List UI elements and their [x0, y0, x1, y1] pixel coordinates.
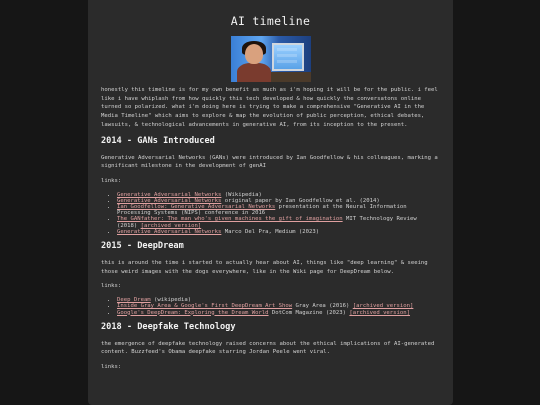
- link-gan-medium[interactable]: Generative Adversarial Networks: [117, 228, 222, 235]
- list-item: • Generative Adversarial Networks Marco Del Pra, Medium (2023): [117, 229, 440, 235]
- list-item: • Google's DeepDream: Exploring the Dream World DotCom Magazine (2023) [archived version]: [117, 310, 440, 316]
- link-archived-version[interactable]: [archived version]: [352, 303, 414, 310]
- link-gan-wikipedia[interactable]: Generative Adversarial Networks: [117, 191, 222, 198]
- links-label: links:: [101, 364, 122, 371]
- section-heading-2015: 2015 - DeepDream: [101, 241, 184, 252]
- list-item: • Inside Gray Area & Google's First DeepDream Art Show Gray Area (2016) [archived version]: [117, 303, 440, 309]
- person-face: [245, 44, 263, 64]
- link-gan-paper[interactable]: Generative Adversarial Networks: [117, 197, 222, 204]
- list-item: • Ian Goodfellow: Generative Adversarial Networks presentation at the Neural Information Processing Systems (NIPS) conference in 2016: [117, 204, 440, 216]
- links-label: links:: [101, 177, 122, 184]
- link-gray-area[interactable]: Inside Gray Area & Google's First DeepDream Art Show: [117, 303, 293, 310]
- links-label: links:: [101, 283, 122, 290]
- section-body-2018: the emergence of deepfake technology raised concerns about the ethical implications of AI-generated content. Buzzfeed's Obama deepfake starring Jordan Peele went viral.: [101, 340, 435, 356]
- links-list-2014: [101, 192, 440, 235]
- list-item: • Generative Adversarial Networks original paper by Ian Goodfellow et al. (2014): [117, 198, 440, 204]
- list-item: • Deep Dream (wikipedia): [117, 297, 440, 303]
- hero-image: [231, 36, 311, 82]
- list-item: • Generative Adversarial Networks (Wikipedia): [117, 192, 440, 198]
- intro-paragraph: honestly this timeline is for my own benefit as much as i'm hoping it will be for the public. i feel like i have whiplash from how quickly this tech developed & how quickly the conversatons online turned so polarized. what i'm doing here is trying to make a comprehensive "Generative AI in the Media Timeline" which aims to explore & map the evolution of public perception, ethical debates, lawsuits, & technological advancements in generative AI, from its inception to the present.: [101, 87, 438, 128]
- link-deep-dream-wiki[interactable]: Deep Dream: [117, 297, 151, 304]
- section-body-2015: this is around the time i started to actually hear about AI, things like "deep learning" & seeing those weird images with the dogs everywhere, like in the Wiki page for DeepDream below.: [101, 260, 428, 275]
- content-panel: [88, 0, 453, 405]
- page-title: AI timeline: [230, 14, 311, 28]
- link-archived-version[interactable]: [archived version]: [349, 309, 411, 316]
- link-goodfellow-talk[interactable]: Ian Goodfellow: Generative Adversarial Networks: [117, 204, 276, 211]
- links-list-2015: [101, 297, 440, 316]
- computer-screen: [272, 43, 304, 71]
- section-heading-2014: 2014 - GANs Introduced: [101, 135, 215, 146]
- link-dotcom-magazine[interactable]: Google's DeepDream: Exploring the Dream World: [117, 309, 269, 316]
- section-heading-2018: 2018 - Deepfake Technology: [101, 321, 236, 332]
- link-ganfather[interactable]: The GANfather: The man who's given machines the gift of imagination: [117, 216, 343, 223]
- link-archived-version[interactable]: [archived version]: [140, 222, 202, 229]
- person-body: [237, 63, 271, 82]
- section-body-2014: Generative Adversarial Networks (GANs) were introduced by Ian Goodfellow & his colleagues, marking a significant milestone in the development of genAI: [101, 154, 438, 170]
- list-item: • The GANfather: The man who's given machines the gift of imagination MIT Technology Review (2018) [archived version]: [117, 216, 440, 228]
- desk: [267, 72, 311, 82]
